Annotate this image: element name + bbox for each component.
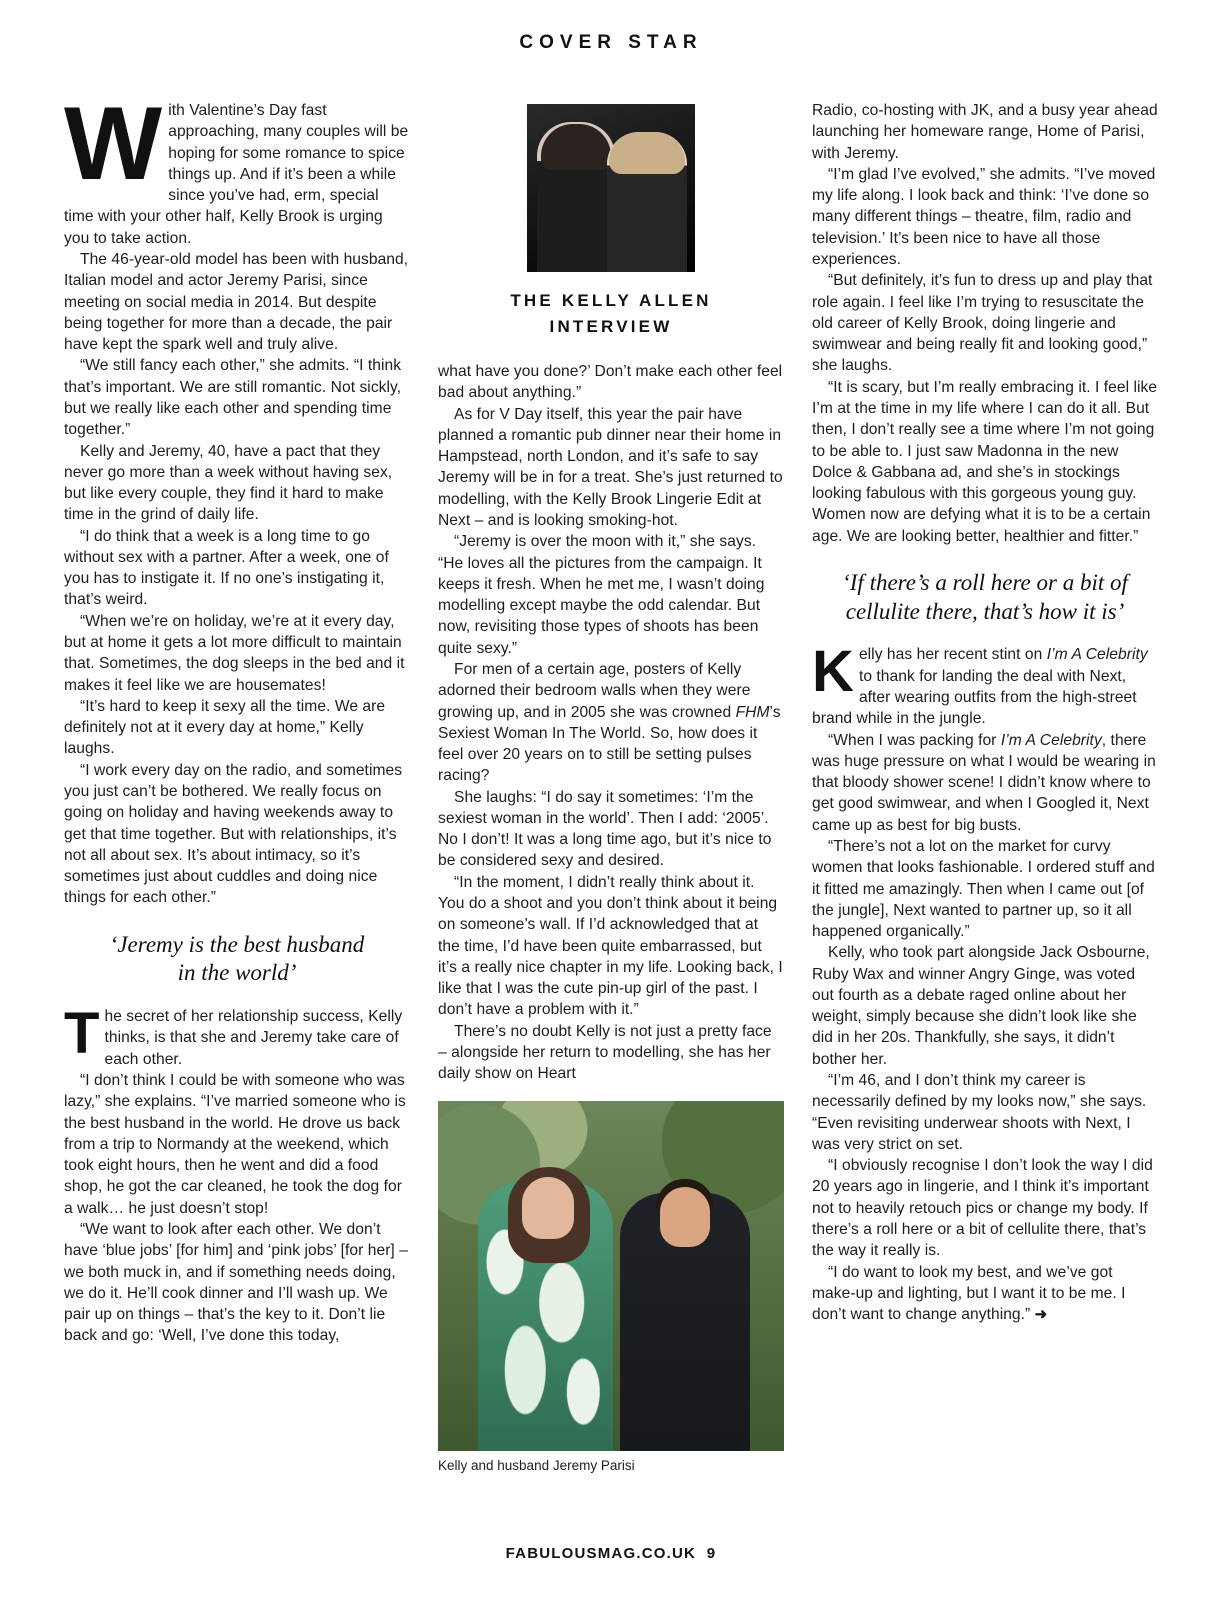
show-name: I’m A Celebrity — [1000, 731, 1102, 749]
paragraph: “I don’t think I could be with someone who was lazy,” she explains. “I’ve married someone who is the best husband in the world. He drove us back from a trip to Normandy at the weekend, which took eight hours, then he went and did a food shop, he got the car cleaned, he took the dog for a walk… he just doesn’t stop! — [64, 1072, 406, 1217]
paragraph — [64, 86, 410, 249]
paragraph — [812, 1262, 1158, 1326]
pull-quote-line: ‘Jeremy is the best husband — [109, 931, 365, 957]
paragraph: “But definitely, it’s fun to dress up and play that role again. I feel like I’m trying to resuscitate the old career of Kelly Brook, doing lingerie and swimwear and being really fit and looking good,” she laughs. — [812, 272, 1153, 375]
paragraph: “I obviously recognise I don’t look the way I did 20 years ago in lingerie, and I think it’s important not to heavily retouch pics or change my body. If there’s a roll here or a bit of cellulite there, that’s the way it really is. — [812, 1157, 1153, 1260]
paragraph — [812, 639, 1158, 729]
magazine-name: FHM — [735, 703, 770, 721]
paragraph: There’s no doubt Kelly is not just a pretty face – alongside her return to modelling, she has her daily show on Heart — [438, 1022, 772, 1083]
column-three — [812, 100, 1158, 1500]
paragraph-text: “When I was packing for — [828, 731, 1001, 749]
paragraph: “We still fancy each other,” she admits. “I think that’s important. We are still romantic. Not sickly, but we really like each other and spending time together.” — [64, 357, 402, 439]
drop-cap: K — [812, 639, 854, 705]
photo-kelly-and-kelly — [527, 104, 695, 272]
paragraph: The 46-year-old model has been with husband, Italian model and actor Jeremy Parisi, since meeting on social media in 2014. But despite being together for more than a decade, the pair have kept the spark well and truly alive. — [64, 250, 409, 354]
footer-page-number: 9 — [706, 1545, 717, 1562]
pull-quote-line: in the world’ — [177, 960, 297, 986]
paragraph — [812, 730, 1158, 836]
paragraph: Kelly, who took part alongside Jack Osbourne, Ruby Wax and winner Angry Ginge, was voted out fourth as a debate raged online about her weight, simply because she didn’t look like she did in her 20s. Thankfully, she says, it didn’t bother her. — [812, 944, 1150, 1068]
pull-quote-line: ‘If there’s a roll here or a bit of — [842, 569, 1128, 595]
paragraph: She laughs: “I do say it sometimes: ‘I’m the sexiest woman in the world’. Then I add: ‘2005’. No I don’t! It was a long time ago, but it’s nice to be considered sexy and desired. — [438, 788, 772, 870]
paragraph: “I work every day on the radio, and sometimes you just can’t be bothered. We really focus on going on holiday and having weekends away to get that time together. But with relationships, it’s not all about sex. It’s about intimacy, so it’s sometimes just about cuddles and doing nice things for each other.” — [64, 761, 403, 907]
paragraph: Radio, co-hosting with JK, and a busy year ahead launching her homeware range, Home of Parisi, with Jeremy. — [812, 102, 1158, 162]
interview-title — [438, 288, 784, 339]
article-columns — [64, 86, 1158, 1500]
page-kicker: COVER STAR — [519, 32, 703, 53]
paragraph: “I do think that a week is a long time to go without sex with a partner. After a week, one of you has to instigate it. If no one’s instigating it, that’s weird. — [64, 527, 389, 609]
paragraph: “When we’re on holiday, we’re at it every day, but at home it gets a lot more difficult to maintain that. Sometimes, the dog sleeps in the bed and it makes it feel like we are housemates! — [64, 612, 405, 694]
column-two — [438, 100, 784, 1500]
continue-arrow-icon: ➜ — [1034, 1306, 1048, 1324]
paragraph: “We want to look after each other. We don’t have ‘blue jobs’ [for him] and ‘pink jobs’ [for her] – we both muck in, and if something needs doing, we do it. He’ll cook dinner and I’ll wash up. We pair up on things – that’s the key to it. Don’t lie back and go: ‘Well, I’ve done this today, — [64, 1221, 408, 1345]
paragraph-text: ith Valentine’s Day fast approaching, many couples will be hoping for some romance to spice things up. And if it’s been a while since you’ve had, erm, special time with your other half, Kelly Brook is urging you to take action. — [64, 102, 409, 247]
paragraph-text: he secret of her relationship success, Kelly thinks, is that she and Jeremy take care of each other. — [104, 1008, 403, 1068]
column-one — [64, 86, 410, 1500]
photo-person-right — [607, 132, 687, 272]
photo-caption: Kelly and husband Jeremy Parisi — [438, 1457, 635, 1473]
pull-quote-line: cellulite there, that’s how it is’ — [845, 598, 1125, 624]
paragraph — [64, 1001, 410, 1070]
photo-face — [522, 1177, 574, 1239]
paragraph: “It’s hard to keep it sexy all the time. We are definitely not at it every day at home,” Kelly laughs. — [64, 697, 386, 758]
paragraph-text: elly has her recent stint on — [858, 646, 1047, 664]
show-name: I’m A Celebrity — [1046, 646, 1148, 664]
drop-cap: W — [64, 86, 163, 202]
paragraph-text: ’s Sexiest Woman In The World. So, how does it feel over 20 years on to still be setting pulses racing? — [438, 703, 781, 785]
paragraph: what have you done?’ Don’t make each other feel bad about anything.” — [438, 363, 783, 402]
paragraph — [438, 659, 784, 787]
paragraph: Kelly and Jeremy, 40, have a pact that they never go more than a week without having sex, but like every couple, they find it hard to make time in the grind of daily life. — [64, 442, 393, 524]
page-footer — [0, 1545, 1222, 1562]
pull-quote-two — [812, 569, 1158, 627]
pull-quote-one — [64, 931, 410, 989]
paragraph-text: “I do want to look my best, and we’ve got make-up and lighting, but I want it to be me. I don’t want to change anything.” — [812, 1263, 1126, 1324]
photo-person-jeremy — [620, 1193, 750, 1451]
photo-kelly-and-jeremy — [438, 1101, 784, 1451]
paragraph: “Jeremy is over the moon with it,” she says. “He loves all the pictures from the campaign. It keeps it fresh. When he met me, I wasn’t doing modelling except maybe the odd calendar. But now, revisiting those types of shoots has been quite sexy.” — [438, 533, 765, 657]
paragraph: As for V Day itself, this year the pair have planned a romantic pub dinner near their home in Hampstead, north London, and it’s safe to say Jeremy will be in for a treat. She’s just returned to modelling, with the Kelly Brook Lingerie Edit at Next – and is looking smoking-hot. — [438, 405, 783, 529]
photo-person-kelly — [478, 1181, 613, 1451]
paragraph: “It is scary, but I’m really embracing it. I feel like I’m at the time in my life where I can do it all. But then, I don’t really see a time where I’m not going to be able to. I just saw Madonna in the new Dolce & Gabbana ad, and she’s in stockings looking fabulous with this gorgeous young guy. Women now are defying what it is to be a certain age. We are looking better, healthier and fitter.” — [812, 378, 1158, 545]
interview-title-line: INTERVIEW — [549, 316, 673, 336]
footer-site: FABULOUSMAG.CO.UK — [505, 1545, 697, 1562]
paragraph-text: to thank for landing the deal with Next, after wearing outfits from the high-street brand while in the jungle. — [812, 667, 1137, 728]
drop-cap: T — [64, 1001, 100, 1067]
paragraph: “There’s not a lot on the market for curvy women that looks fashionable. I ordered stuff and it fitted me amazingly. Then when I came out [of the jungle], Next wanted to partner up, so it all happened organically.” — [812, 837, 1155, 941]
paragraph: “I’m 46, and I don’t think my career is necessarily defined by my looks now,” she says. “Even revisiting underwear shoots with Next, I was very strict on set. — [812, 1072, 1147, 1153]
paragraph-text: , there was huge pressure on what I would be wearing in that bloody shower scene! I didn’t know where to get good swimwear, and when I Googled it, Next came up as best for big busts. — [812, 731, 1156, 834]
photo-person-left — [537, 122, 615, 272]
paragraph: “I’m glad I’ve evolved,” she admits. “I’ve moved my life along. I look back and think: ‘I’ve done so many different things – theatre, film, radio and television.’ It’s been nice to have all those experiences. — [812, 165, 1156, 268]
photo-face — [660, 1187, 710, 1247]
paragraph: “In the moment, I didn’t really think about it. You do a shoot and you don’t think about it being on someone’s wall. If I’d acknowledged that at the time, I’d have been quite embarrassed, but it’s a really nice chapter in my life. Looking back, I like that I was the cute pin-up girl of the past. I don’t have a problem with it.” — [438, 873, 783, 1019]
paragraph-text: For men of a certain age, posters of Kelly adorned their bedroom walls when they were growing up, and in 2005 she was crowned — [438, 660, 751, 721]
interview-title-line: THE KELLY ALLEN — [510, 291, 712, 310]
